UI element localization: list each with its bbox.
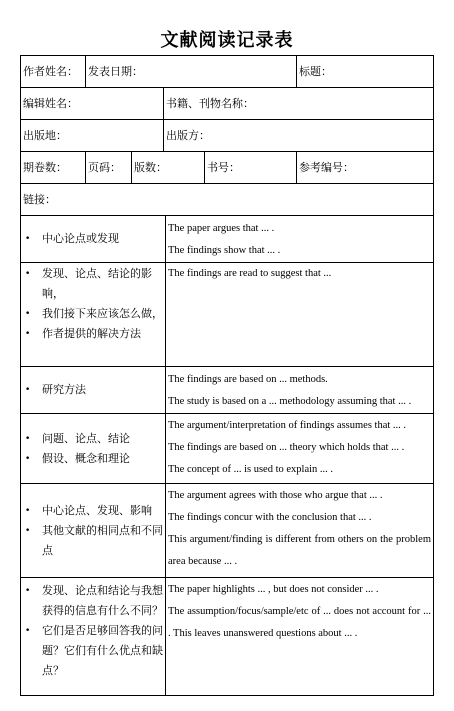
bullet-item: • 发现、论点、结论的影响，: [23, 264, 163, 304]
section-1-phrases[interactable]: [165, 215, 434, 263]
phrase-line: The study is based on a ... methodology assuming that ... .: [168, 396, 412, 407]
book-number-field[interactable]: [204, 151, 297, 184]
bullet-item: • 它们是否足够回答我的问题？它们有什么优点和缺点？: [23, 621, 163, 681]
title-label: 标题：: [299, 64, 332, 78]
publish-place-field[interactable]: [20, 119, 164, 152]
phrase-line: The findings are based on ... methods.: [168, 374, 328, 385]
page-field[interactable]: [85, 151, 132, 184]
publish-place-label: 出版地：: [23, 128, 67, 142]
phrase-line: This argument/finding is different from others on the problem area because ... .: [168, 534, 431, 567]
phrase-line: The findings concur with the conclusion that ... .: [168, 512, 372, 523]
bullet-item: • 作者提供的解决方法: [23, 324, 163, 344]
section-4-phrases[interactable]: [165, 413, 434, 484]
link-field[interactable]: [20, 183, 434, 216]
book-journal-field[interactable]: [163, 87, 434, 120]
edition-field[interactable]: [131, 151, 205, 184]
form-title: 文献阅读记录表: [160, 30, 294, 51]
link-label: 链接：: [23, 192, 56, 206]
section-1-topics: [20, 215, 166, 263]
author-name-label: 作者姓名：: [23, 64, 78, 78]
phrase-line: The paper argues that ... .: [168, 223, 275, 234]
bullet-list: [23, 501, 163, 561]
section-4-topics: [20, 413, 166, 484]
bullet-list: [23, 581, 163, 681]
book-number-label: 书号：: [207, 160, 240, 174]
bullet-item: • 中心论点或发现: [23, 229, 119, 249]
publish-date-field[interactable]: [85, 55, 297, 88]
phrase-line: The assumption/focus/sample/etc of ... does not account for ... . This leaves unanswered questions about ... .: [168, 606, 431, 639]
publisher-field[interactable]: [163, 119, 434, 152]
phrase-line: The concept of ... is used to explain ... .: [168, 464, 334, 475]
author-name-field[interactable]: [20, 55, 86, 88]
book-journal-label: 书籍、刊物名称：: [166, 96, 254, 110]
bullet-item: • 问题、论点、结论: [23, 429, 130, 449]
bullet-item: • 中心论点、发现、影响: [23, 501, 163, 521]
bullet-list: [23, 264, 163, 344]
phrase-line: The findings are read to suggest that ...: [168, 268, 332, 279]
phrase-line: The findings are based on ... theory which holds that ... .: [168, 442, 405, 453]
editor-name-field[interactable]: [20, 87, 164, 120]
section-2-topics: [20, 262, 166, 367]
publish-date-label: 发表日期：: [88, 64, 143, 78]
section-6-topics: [20, 577, 166, 696]
reference-number-label: 参考编号：: [299, 160, 354, 174]
volume-field[interactable]: [20, 151, 86, 184]
bullet-list: [23, 229, 119, 249]
section-6-phrases[interactable]: [165, 577, 434, 696]
section-5-phrases[interactable]: [165, 483, 434, 578]
section-3-topics: [20, 366, 166, 414]
section-3-phrases[interactable]: [165, 366, 434, 414]
bullet-item: • 其他文献的相同点和不同点: [23, 521, 163, 561]
section-5-topics: [20, 483, 166, 578]
volume-label: 期卷数：: [23, 160, 67, 174]
publisher-label: 出版方：: [166, 128, 210, 142]
title-field[interactable]: [296, 55, 434, 88]
bullet-item: • 发现、论点和结论与我想获得的信息有什么不同？: [23, 581, 163, 621]
bullet-item: • 假设、概念和理论: [23, 449, 130, 469]
phrase-line: The paper highlights ... , but does not consider ... .: [168, 584, 379, 595]
phrase-line: The argument agrees with those who argue that ... .: [168, 490, 383, 501]
page-label: 页码：: [88, 160, 121, 174]
phrase-line: The findings show that ... .: [168, 245, 281, 256]
editor-name-label: 编辑姓名：: [23, 96, 78, 110]
reference-number-field[interactable]: [296, 151, 434, 184]
reading-record-form: [20, 55, 434, 696]
bullet-item: • 研究方法: [23, 380, 86, 400]
phrase-line: The argument/interpretation of findings assumes that ... .: [168, 420, 407, 431]
bullet-list: [23, 380, 86, 400]
edition-label: 版数：: [134, 160, 167, 174]
bullet-list: [23, 429, 130, 469]
bullet-item: • 我们接下来应该怎么做，: [23, 304, 163, 324]
section-2-phrases[interactable]: [165, 262, 434, 367]
